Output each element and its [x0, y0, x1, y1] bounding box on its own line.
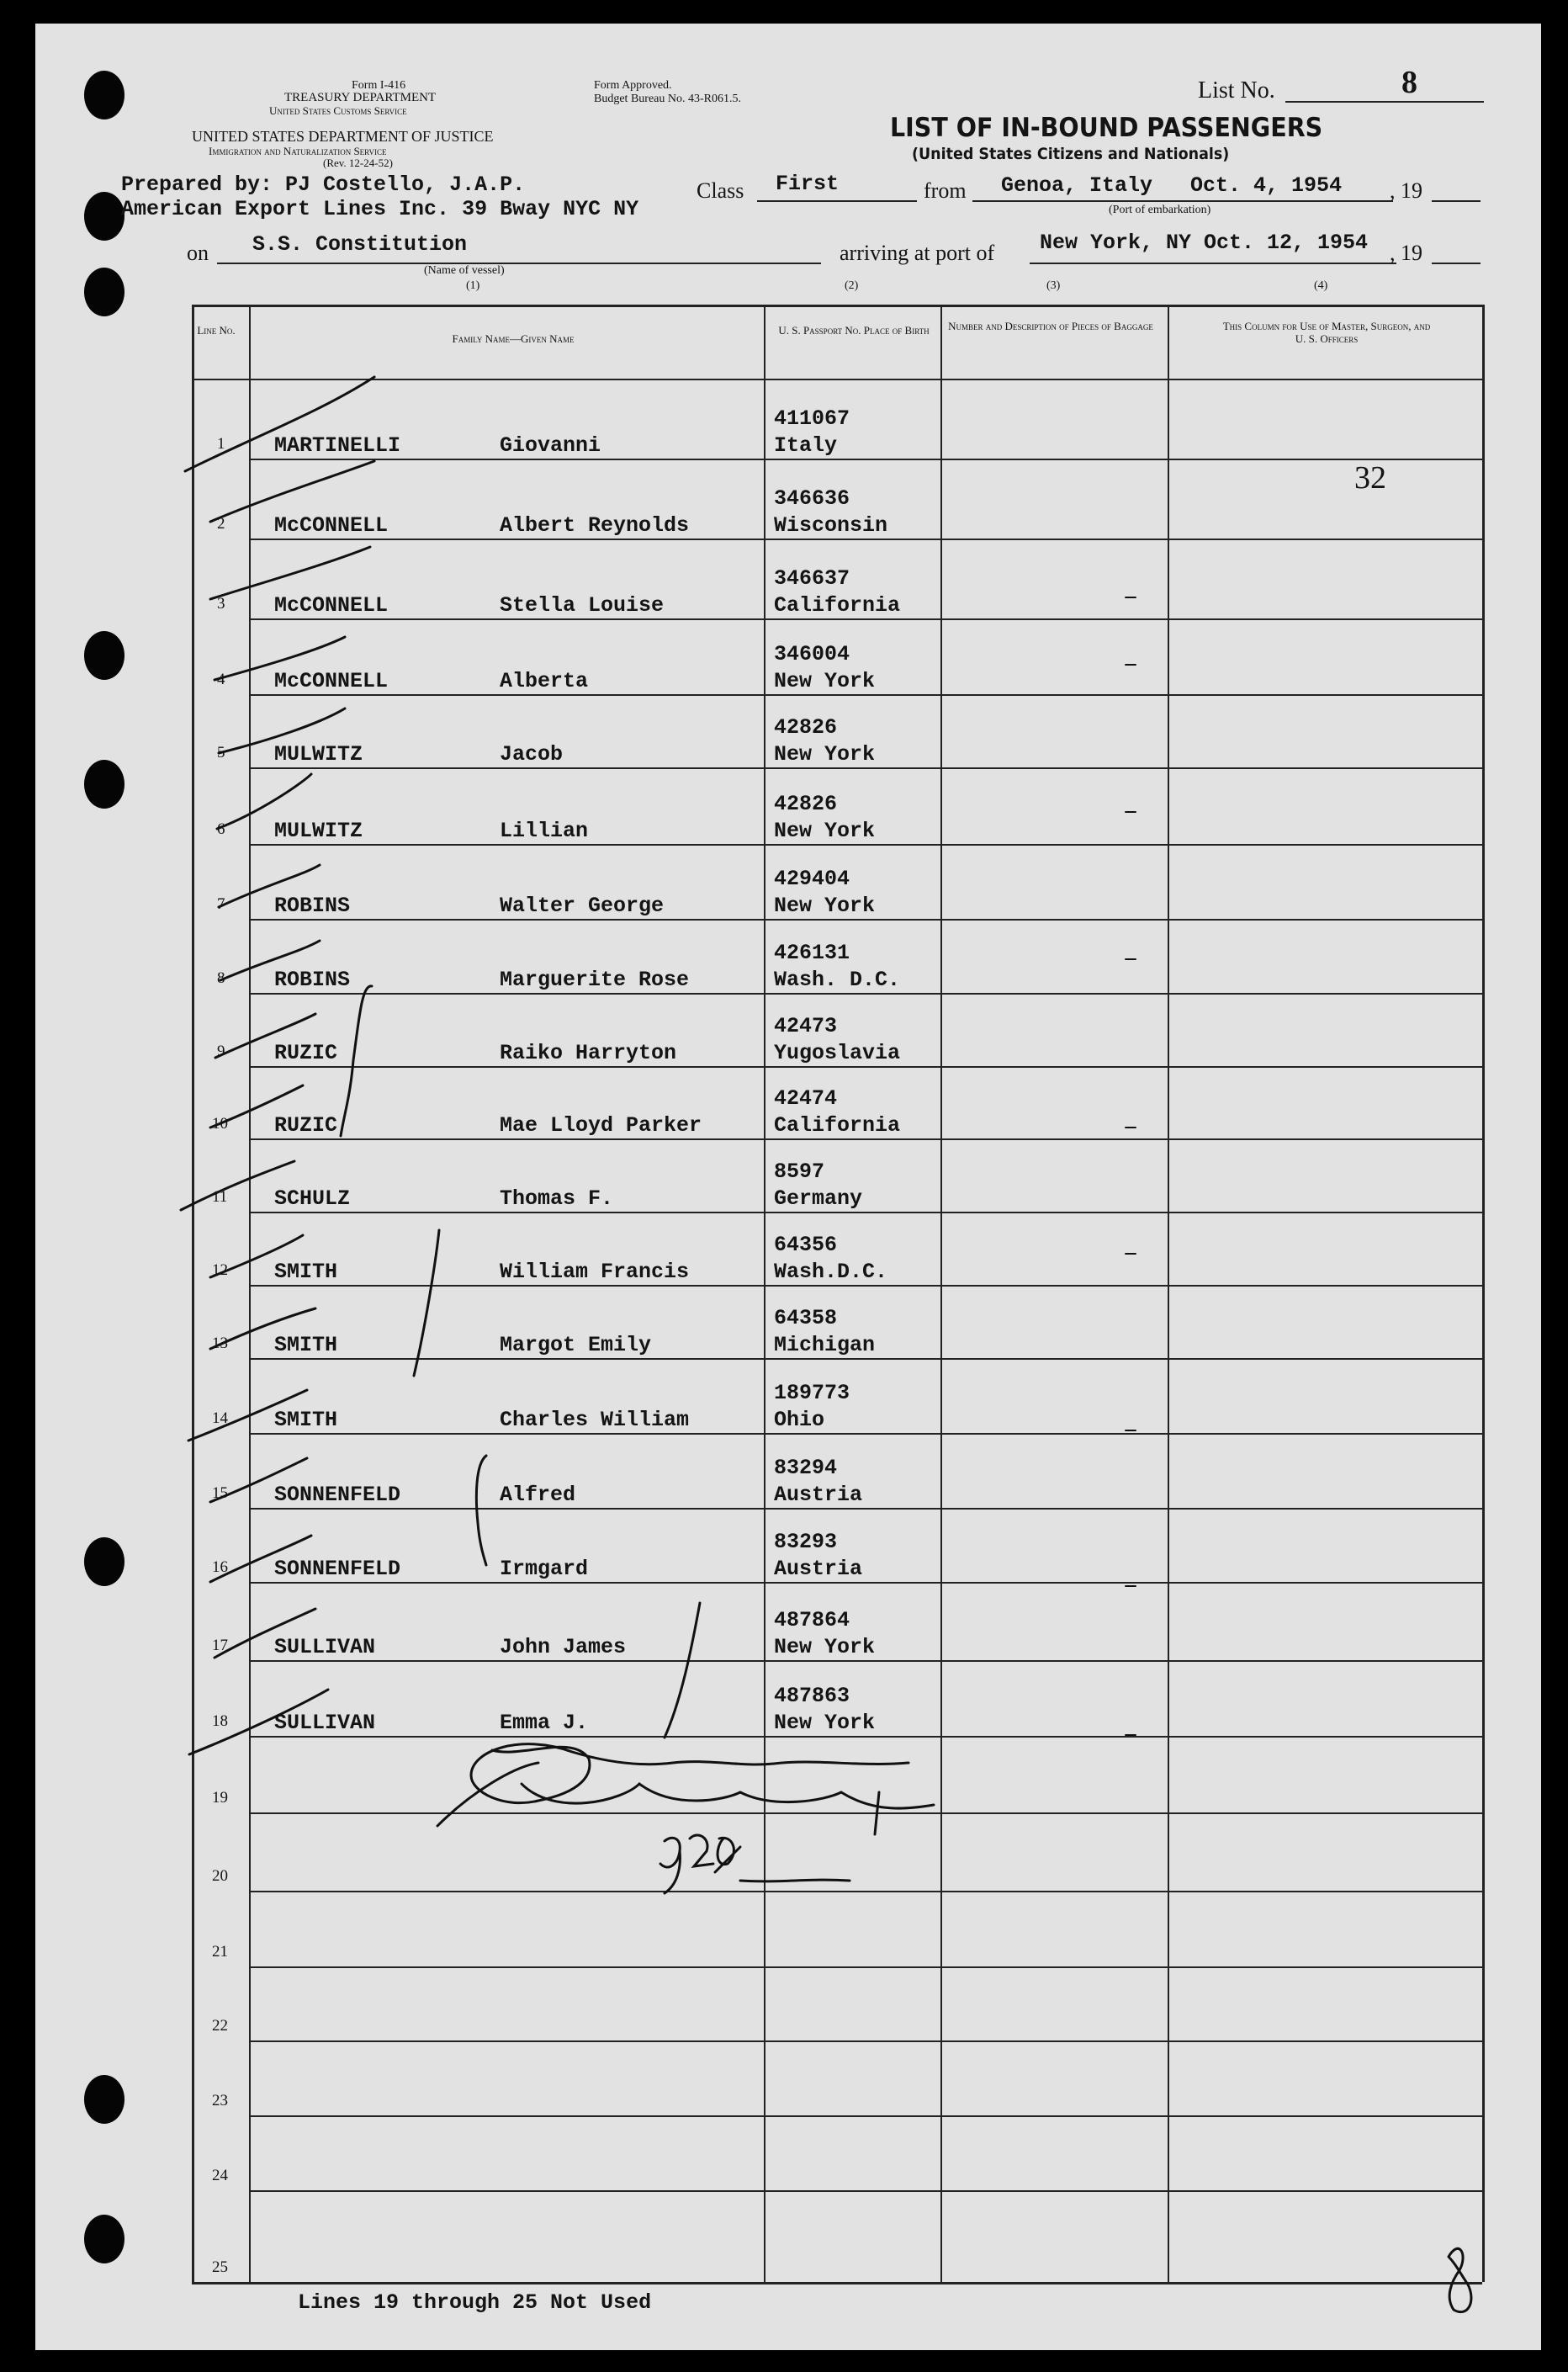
corner-number-mark [1449, 2248, 1471, 2311]
check-mark [215, 637, 345, 680]
check-mark [210, 1308, 315, 1349]
check-mark [215, 1609, 315, 1658]
place-of-birth: New York [774, 1711, 876, 1735]
place-of-birth: Yugoslavia [774, 1041, 901, 1065]
line-number: 9 [217, 1043, 225, 1060]
header-officers: This Column for Use of Master, Surgeon, and U. S. Officers [1222, 320, 1431, 345]
officer-count: 32 [1354, 460, 1386, 496]
given-name: Lillian [500, 819, 589, 843]
column-number-3: (3) [1046, 279, 1061, 292]
line-number: 23 [212, 2092, 228, 2109]
list-subtitle: (United States Citizens and Nationals) [912, 145, 1230, 163]
passport-number: 487863 [774, 1684, 850, 1708]
family-name: McCONNELL [274, 669, 389, 693]
family-name: ROBINS [274, 968, 351, 992]
column-number-4: (4) [1314, 279, 1328, 292]
given-name: Charles William [500, 1408, 690, 1432]
header-line-no: Line No. [197, 324, 236, 337]
form-number: Form I-416 [352, 79, 406, 92]
signature [437, 1763, 934, 1834]
family-name: SMITH [274, 1408, 338, 1432]
on-label: on [187, 241, 209, 265]
family-name: RUZIC [274, 1041, 338, 1065]
family-name: SULLIVAN [274, 1635, 376, 1659]
given-name: John James [500, 1635, 627, 1659]
check-mark [210, 547, 370, 599]
check-mark [189, 1690, 328, 1754]
given-name: Raiko Harryton [500, 1041, 677, 1065]
header-name: Family Name—Given Name [452, 332, 575, 345]
place-of-birth: New York [774, 742, 876, 767]
given-name: Mae Lloyd Parker [500, 1113, 702, 1138]
arriving-value: New York, NY Oct. 12, 1954 [1040, 231, 1369, 255]
header-passport: U. S. Passport No. Place of Birth [778, 324, 930, 337]
given-name: Albert Reynolds [500, 513, 690, 538]
family-name: ROBINS [274, 894, 351, 918]
given-name: Emma J. [500, 1711, 589, 1735]
bracket-mark [476, 1456, 486, 1565]
passport-number: 42826 [774, 715, 838, 740]
family-name: SONNENFELD [274, 1483, 401, 1507]
year-suffix-1: , 19 [1390, 178, 1422, 203]
passport-number: 64356 [774, 1233, 838, 1257]
line-number: 5 [217, 744, 225, 761]
line-number: 4 [217, 671, 225, 688]
column-number-1: (1) [466, 279, 480, 292]
dept-immigration: Immigration and Naturalization Service [209, 145, 387, 157]
place-of-birth: Michigan [774, 1333, 876, 1357]
given-name: Margot Emily [500, 1333, 652, 1357]
line-number: 21 [212, 1943, 228, 1961]
line-number: 2 [217, 515, 225, 533]
place-of-birth: Germany [774, 1186, 863, 1211]
vessel-note: (Name of vessel) [424, 264, 505, 277]
given-name: William Francis [500, 1260, 690, 1284]
passport-number: 429404 [774, 867, 850, 891]
passport-number: 8597 [774, 1159, 825, 1184]
family-name: MULWITZ [274, 742, 363, 767]
dept-justice: UNITED STATES DEPARTMENT OF JUSTICE [192, 128, 494, 145]
budget-bureau: Budget Bureau No. 43-R061.5. [594, 93, 741, 105]
line-number: 6 [217, 820, 225, 838]
given-name: Stella Louise [500, 593, 665, 618]
passport-number: 42473 [774, 1014, 838, 1038]
arriving-label: arriving at port of [840, 241, 995, 265]
form-approved: Form Approved. [594, 79, 672, 92]
list-title: LIST OF IN-BOUND PASSENGERS [890, 113, 1323, 143]
revision: (Rev. 12-24-52) [323, 157, 393, 169]
family-name: SCHULZ [274, 1186, 351, 1211]
check-mark [210, 1085, 303, 1128]
line-number: 13 [212, 1335, 228, 1352]
from-label: from [924, 178, 967, 203]
line-number: 3 [217, 595, 225, 613]
from-value: Genoa, Italy Oct. 4, 1954 [1001, 173, 1343, 198]
passport-number: 64358 [774, 1306, 838, 1330]
line-number: 7 [217, 895, 225, 913]
date-mark [660, 1835, 850, 1893]
footer-note: Lines 19 through 25 Not Used [298, 2290, 652, 2315]
column-number-2: (2) [845, 279, 859, 292]
header-baggage: Number and Description of Pieces of Baggage [948, 320, 1153, 332]
family-name: RUZIC [274, 1113, 338, 1138]
vessel-name: S.S. Constitution [252, 232, 468, 257]
check-mark [219, 865, 320, 907]
place-of-birth: New York [774, 819, 876, 843]
given-name: Alberta [500, 669, 589, 693]
line-number: 8 [217, 969, 225, 987]
place-of-birth: New York [774, 1635, 876, 1659]
place-of-birth: Wash. D.C. [774, 968, 901, 992]
check-mark [217, 774, 311, 829]
check-mark [210, 1536, 311, 1582]
family-name: McCONNELL [274, 593, 389, 618]
check-mark [219, 708, 345, 753]
line-number: 12 [212, 1261, 228, 1279]
line-number: 16 [212, 1558, 228, 1576]
passport-number: 346637 [774, 566, 850, 591]
class-label: Class [697, 178, 744, 203]
given-name: Walter George [500, 894, 665, 918]
check-mark [210, 461, 374, 522]
class-value: First [776, 172, 840, 196]
line-number: 15 [212, 1484, 228, 1502]
given-name: Jacob [500, 742, 564, 767]
place-of-birth: New York [774, 669, 876, 693]
family-name: McCONNELL [274, 513, 389, 538]
bracket-mark [665, 1603, 700, 1738]
check-mark [210, 1235, 303, 1277]
passport-number: 83293 [774, 1530, 838, 1554]
passport-number: 411067 [774, 406, 850, 431]
list-no-label: List No. [1198, 77, 1275, 103]
passport-number: 346004 [774, 642, 850, 666]
family-name: MULWITZ [274, 819, 363, 843]
check-mark [210, 1458, 307, 1502]
bracket-mark [414, 1230, 439, 1376]
line-number: 24 [212, 2167, 228, 2184]
line-number: 19 [212, 1789, 228, 1807]
place-of-birth: California [774, 593, 901, 618]
check-mark [185, 377, 374, 471]
year-suffix-2: , 19 [1390, 241, 1422, 265]
family-name: SULLIVAN [274, 1711, 376, 1735]
line-number: 22 [212, 2017, 228, 2035]
line-number: 25 [212, 2258, 228, 2276]
place-of-birth: Wash.D.C. [774, 1260, 888, 1284]
check-mark [188, 1390, 307, 1441]
place-of-birth: New York [774, 894, 876, 918]
dept-customs: United States Customs Service [269, 104, 407, 117]
given-name: Marguerite Rose [500, 968, 690, 992]
prepared-by-company: American Export Lines Inc. 39 Bway NYC NY [121, 197, 639, 221]
place-of-birth: Italy [774, 433, 838, 458]
list-no: 8 [1401, 65, 1417, 100]
place-of-birth: Austria [774, 1557, 863, 1581]
line-number: 1 [217, 435, 225, 453]
family-name: SMITH [274, 1333, 338, 1357]
place-of-birth: Ohio [774, 1408, 825, 1432]
passport-number: 346636 [774, 486, 850, 511]
passport-number: 487864 [774, 1608, 850, 1632]
given-name: Alfred [500, 1483, 576, 1507]
check-mark [181, 1161, 294, 1210]
passport-number: 83294 [774, 1456, 838, 1480]
prepared-by: Prepared by: PJ Costello, J.A.P. [121, 172, 526, 197]
line-number: 14 [212, 1409, 228, 1427]
line-number: 18 [212, 1712, 228, 1730]
check-mark [220, 941, 320, 980]
line-number: 10 [212, 1115, 228, 1133]
given-name: Irmgard [500, 1557, 589, 1581]
place-of-birth: California [774, 1113, 901, 1138]
line-number: 20 [212, 1867, 228, 1885]
bracket-mark [341, 986, 372, 1136]
family-name: SMITH [274, 1260, 338, 1284]
passport-number: 42826 [774, 792, 838, 816]
passport-number: 189773 [774, 1381, 850, 1405]
dept-treasury: TREASURY DEPARTMENT [284, 91, 437, 104]
passport-number: 42474 [774, 1086, 838, 1111]
check-mark [215, 1014, 315, 1058]
given-name: Giovanni [500, 433, 601, 458]
family-name: SONNENFELD [274, 1557, 401, 1581]
given-name: Thomas F. [500, 1186, 614, 1211]
place-of-birth: Wisconsin [774, 513, 888, 538]
passport-number: 426131 [774, 941, 850, 965]
line-number: 17 [212, 1637, 228, 1654]
port-embarkation-note: (Port of embarkation) [1109, 204, 1211, 216]
place-of-birth: Austria [774, 1483, 863, 1507]
family-name: MARTINELLI [274, 433, 401, 458]
line-number: 11 [212, 1188, 228, 1206]
